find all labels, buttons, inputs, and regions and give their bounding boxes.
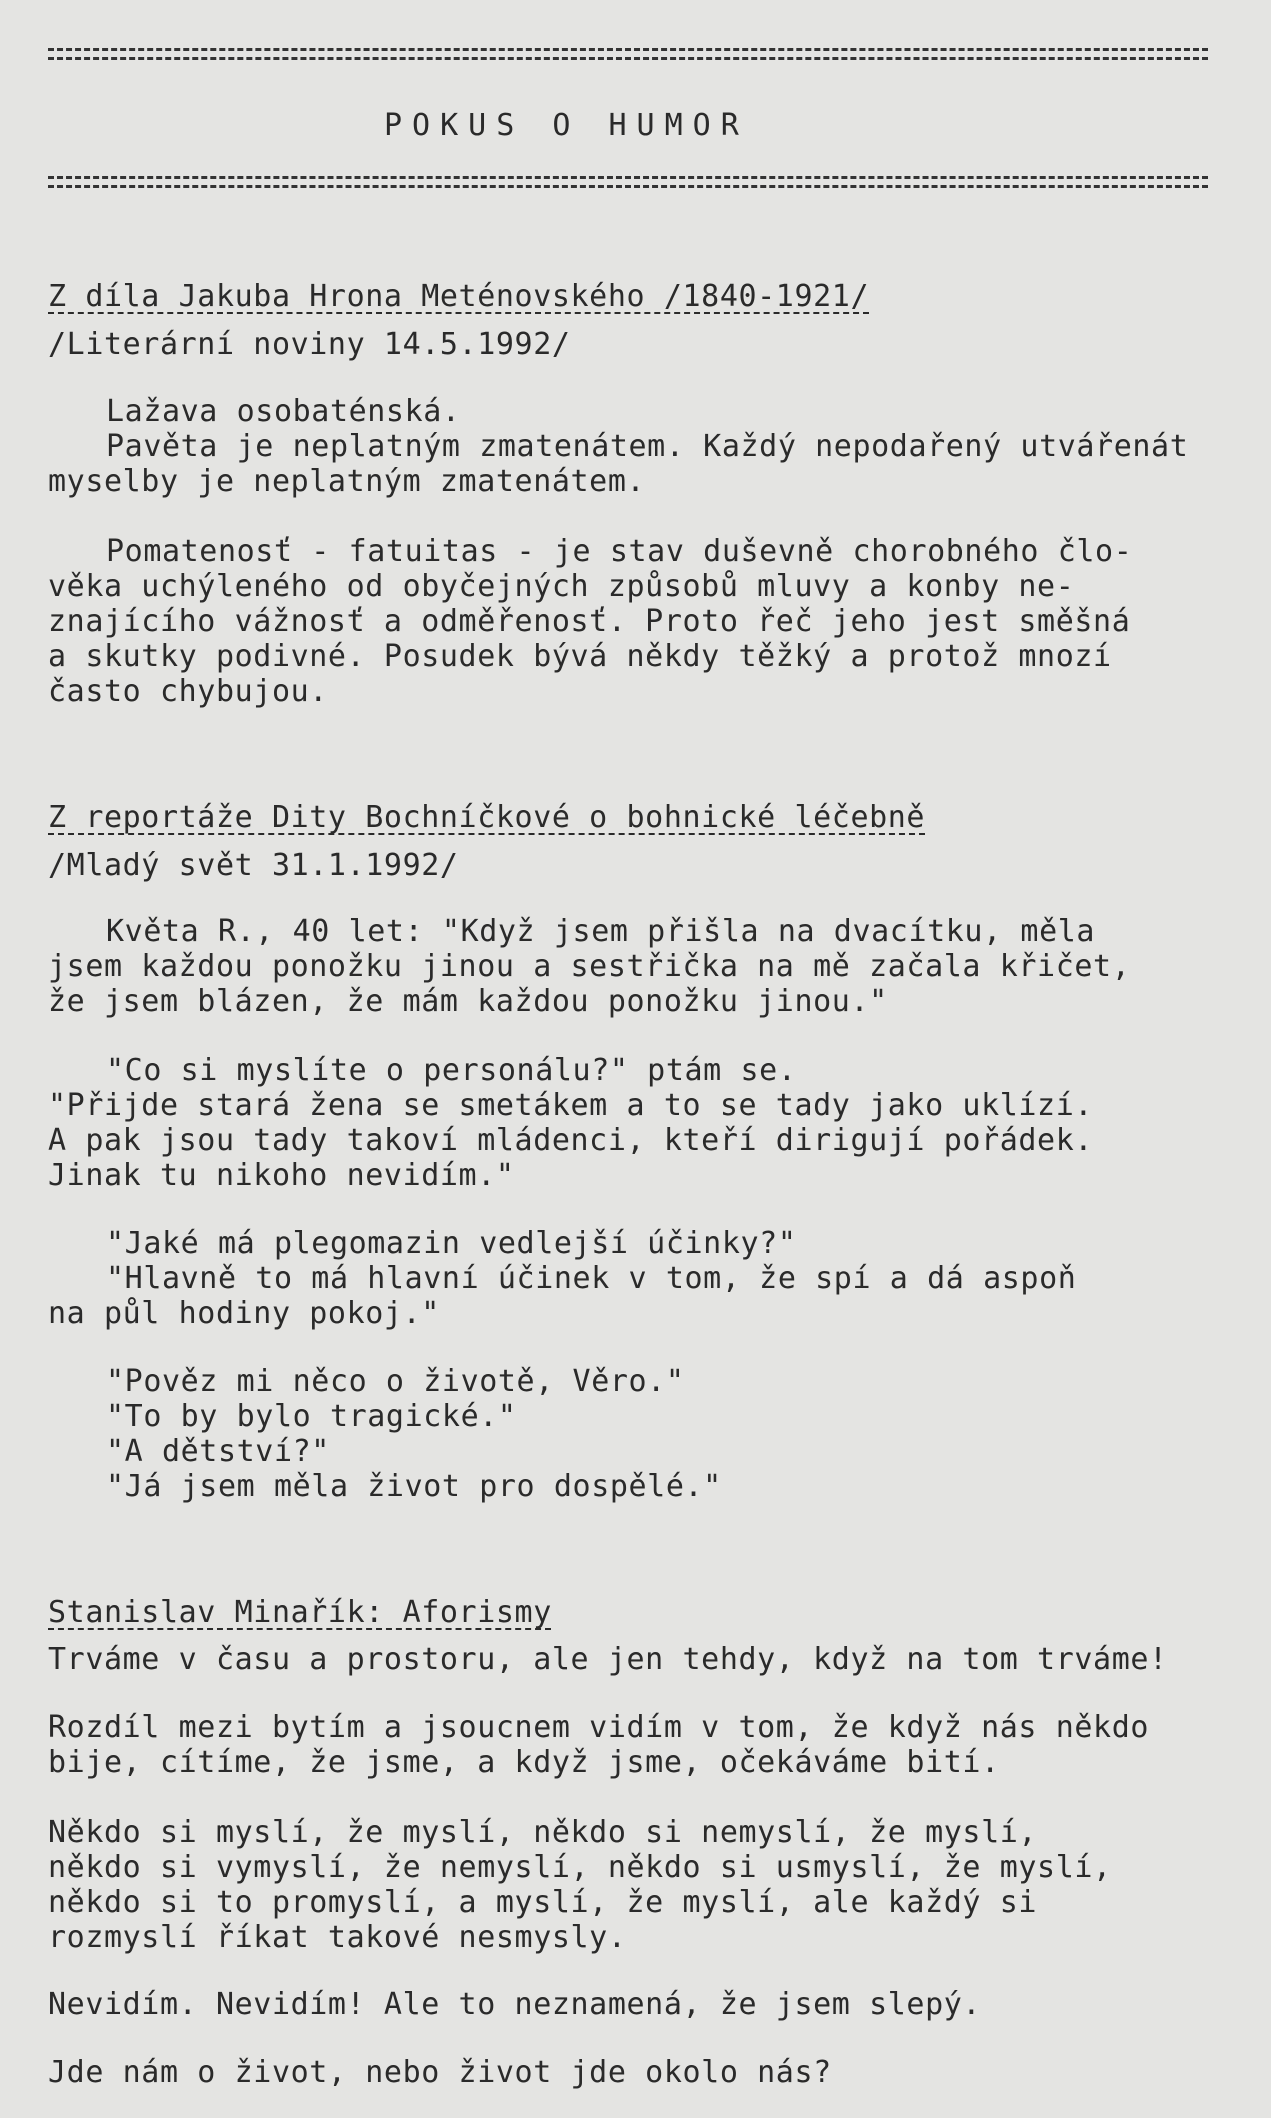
section2-line: jsem každou ponožku jinou a sestřička na mě začala křičet, <box>48 949 1131 984</box>
section1-line: myselby je neplatným zmatenátem. <box>48 464 646 499</box>
section3-heading: Stanislav Minařík: Aforismy <box>48 1595 552 1630</box>
section2-line: že jsem blázen, že mám každou ponožku jinou." <box>48 984 888 1019</box>
section2-line: "Hlavně to má hlavní účinek v tom, že spí a dá aspoň <box>106 1261 1077 1296</box>
aphorism-line: někdo si to promyslí, a myslí, že myslí, ale každý si <box>48 1885 1038 1920</box>
section1-line: znajícího vážnosť a odměřenosť. Proto řeč jeho jest směšná <box>48 604 1131 639</box>
section2-line: A pak jsou tady takoví mládenci, kteří dirigují pořádek. <box>48 1123 1094 1158</box>
section2-line: "A dětství?" <box>106 1434 330 1469</box>
section1-line: Pavěta je neplatným zmatenátem. Každý nepodařený utvářenát <box>106 429 1189 464</box>
section2-line: na půl hodiny pokoj." <box>48 1296 440 1331</box>
section2-line: "Co si myslíte o personálu?" ptám se. <box>106 1053 797 1088</box>
section1-line: Pomatenosť - fatuitas - je stav duševně chorobného člo- <box>106 534 1133 569</box>
aphorism-line: rozmyslí říkat takové nesmysly. <box>48 1920 627 1955</box>
aphorism-line: Jde nám o život, nebo život jde okolo nás? <box>48 2055 832 2090</box>
section2-line: "Já jsem měla život pro dospělé." <box>106 1469 722 1504</box>
aphorism-line: Někdo si myslí, že myslí, někdo si nemyslí, že myslí, <box>48 1815 1038 1850</box>
section2-line: Jinak tu nikoho nevidím." <box>48 1158 515 1193</box>
section1-line: věka uchýleného od obyčejných způsobů mluvy a konby ne- <box>48 569 1075 604</box>
section1-source: /Literární noviny 14.5.1992/ <box>48 327 571 362</box>
section1-heading: Z díla Jakuba Hrona Meténovského /1840-1921/ <box>48 279 870 314</box>
section1-line: Lažava osobaténská. <box>106 394 461 429</box>
section2-line: "To by bylo tragické." <box>106 1399 517 1434</box>
aphorism-line: někdo si vymyslí, že nemyslí, někdo si usmyslí, že myslí, <box>48 1850 1112 1885</box>
section2-line: Květa R., 40 let: "Když jsem přišla na dvacítku, měla <box>106 914 1096 949</box>
aphorism-line: Trváme v času a prostoru, ale jen tehdy, když na tom trváme! <box>48 1642 1168 1677</box>
section1-line: a skutky podivné. Posudek bývá někdy těžký a protož mnozí <box>48 639 1112 674</box>
section2-line: "Pověz mi něco o životě, Věro." <box>106 1364 685 1399</box>
aphorism-line: Nevidím. Nevidím! Ale to neznamená, že jsem slepý. <box>48 1987 982 2022</box>
section1-line: často chybujou. <box>48 674 328 709</box>
title-double-rule <box>48 176 1208 188</box>
aphorism-line: bije, cítíme, že jsme, a když jsme, očekáváme bití. <box>48 1745 1000 1780</box>
section2-heading: Z reportáže Dity Bochníčkové o bohnické léčebně <box>48 800 926 835</box>
section2-source: /Mladý svět 31.1.1992/ <box>48 848 459 883</box>
section2-line: "Jaké má plegomazin vedlejší účinky?" <box>106 1226 797 1261</box>
page-title: POKUS O HUMOR <box>384 108 749 143</box>
aphorism-line: Rozdíl mezi bytím a jsoucnem vidím v tom, že když nás někdo <box>48 1710 1150 1745</box>
section2-line: "Přijde stará žena se smetákem a to se tady jako uklízí. <box>48 1088 1094 1123</box>
top-double-rule <box>48 48 1208 60</box>
